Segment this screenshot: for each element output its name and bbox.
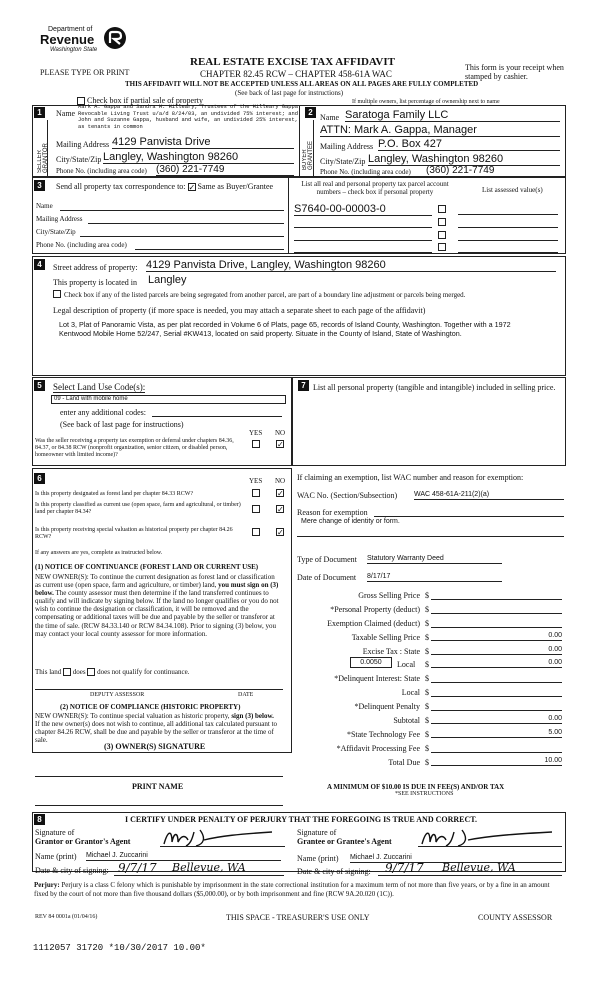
historic-text: [35, 712, 280, 744]
personal-deduct-label: *Personal Property (deduct): [330, 605, 420, 614]
delinquent-local-dollar: $: [425, 688, 429, 697]
account-2-personal-checkbox[interactable]: [438, 218, 446, 226]
deputy-date-label: DATE: [238, 692, 254, 698]
total-due-label: Total Due: [388, 758, 420, 767]
section-5-number: 5: [34, 380, 45, 391]
delinquent-penalty-dollar: $: [425, 702, 429, 711]
forest-question: Is this property designated as forest land per chapter 84.33 RCW?: [35, 491, 194, 497]
partial-sale-label: Check box if partial sale of property: [87, 96, 203, 105]
land-does-label: does: [72, 668, 86, 676]
logo-line1: Department of: [48, 26, 93, 33]
exemption-yes-checkbox[interactable]: [252, 440, 260, 448]
delinquent-interest-label: *Delinquent Interest: State: [334, 674, 420, 683]
county-assessor: COUNTY ASSESSOR: [478, 913, 553, 922]
account-1-personal-checkbox[interactable]: [438, 205, 446, 213]
taxable-value: 0.00: [431, 632, 562, 641]
rev-number: REV 84 0001a (01/04/16): [35, 914, 98, 920]
gross-dollar: $: [425, 591, 429, 600]
section-6-number: 6: [34, 473, 45, 484]
exemption-claimed-dollar: $: [425, 619, 429, 628]
s6-yes-header: YES: [249, 477, 263, 485]
grantee-signature: [418, 826, 558, 848]
treasurer-space: THIS SPACE - TREASURER'S USE ONLY: [226, 913, 370, 922]
section-4-number: 4: [34, 259, 45, 270]
buyer-name-value: Saratoga Family LLC: [345, 109, 560, 122]
subtotal-dollar: $: [425, 716, 429, 725]
land-use-select[interactable]: [51, 395, 286, 404]
logo: [40, 26, 130, 62]
send-correspondence-label: Send all property tax correspondence to:: [56, 182, 186, 191]
doc-type-label: Type of Document: [297, 555, 357, 564]
total-due-value: 10.00: [431, 757, 562, 766]
send-correspondence: [56, 182, 273, 191]
land-use-label: Select Land Use Code(s):: [53, 382, 146, 392]
continuance-title: (1) NOTICE OF CONTINUANCE (FOREST LAND OR CURRENT USE): [35, 563, 259, 571]
assessed-header: List assessed value(s): [482, 186, 543, 194]
minimum-fee-note: A MINIMUM OF $10.00 IS DUE IN FEE(S) AND/OR TAX: [327, 783, 505, 791]
land-qualify-row: [35, 668, 189, 676]
seller-mailing-label: Mailing Address: [56, 140, 110, 149]
historic-text-a: NEW OWNER(S): To continue special valuation as historic property,: [35, 712, 230, 720]
header-see-back: (See back of last page for instructions): [235, 89, 344, 97]
seller-name-value: Mark A. Gappa and Sandra H. Hilleary, Trustees of the Hilleary Gappa Revocable Living Trust u/a/d 8/24/03, an undivided 75% interest; and John and Suzanne Gappa, husband and wife, an undivided 25% interest, as tenants in common: [78, 104, 298, 130]
taxable-label: Taxable Selling Price: [351, 633, 420, 642]
section-7-number: 7: [298, 380, 309, 391]
seller-name-label: Name: [56, 109, 76, 118]
forest-yes-checkbox[interactable]: [252, 489, 260, 497]
continuance-text-a: NEW OWNER(S): To continue the current designation as forest land or classification as current use (open space, farm and agriculture, or timber) land,: [35, 573, 275, 590]
local-rate-value: 0.0050: [360, 659, 382, 666]
seller-grantor-label: SELLER GRANTOR: [37, 143, 49, 173]
seller-phone-label: Phone No. (including area code): [56, 167, 147, 175]
wac-value: WAC 458-61A-211(2)(a): [414, 491, 564, 500]
deputy-assessor-label: DEPUTY ASSESSOR: [90, 692, 145, 698]
corr-mailing-label: Mailing Address: [36, 215, 83, 223]
grantor-name-label: Name (print): [35, 852, 77, 861]
current-use-no-checkbox[interactable]: ✓: [277, 505, 284, 514]
local-rate-field[interactable]: [350, 657, 392, 668]
s5-no-header: NO: [275, 429, 286, 437]
street-value: 4129 Panvista Drive, Langley, Washington 98260: [146, 259, 556, 272]
excise-state-value: 0.00: [431, 646, 562, 655]
section-2-number: 2: [305, 107, 316, 118]
grantee-sig-label-a: Signature of: [297, 828, 337, 837]
delinquent-interest-dollar: $: [425, 674, 429, 683]
grantee-name-label: Name (print): [297, 854, 339, 863]
type-or-print: PLEASE TYPE OR PRINT: [40, 68, 130, 77]
same-as-buyer-label: Same as Buyer/Grantee: [197, 182, 274, 191]
personal-property-label: List all personal property (tangible and intangible) included in selling price.: [313, 383, 556, 392]
tech-fee-label: *State Technology Fee: [346, 730, 420, 739]
buyer-name-label: Name: [320, 113, 340, 122]
taxable-dollar: $: [425, 633, 429, 642]
s5-yes-header: YES: [249, 429, 263, 437]
account-3-personal-checkbox[interactable]: [438, 231, 446, 239]
located-value: Langley: [148, 274, 187, 286]
perjury-notice: [34, 881, 564, 899]
historic-yes-checkbox[interactable]: [252, 528, 260, 536]
legal-label: Legal description of property (if more space is needed, you may attach a separate sheet to each page of the affidavit): [53, 306, 426, 315]
wac-label: WAC No. (Section/Subsection): [297, 491, 398, 500]
delinquent-local-label: Local: [401, 688, 420, 697]
continuance-text-c: The county assessor must then determine if the land transferred continues to qualify and will indicate by signing below. If the land no longer qualifies or you do not wish to continue the designation or classification, it will be removed and the compensating or additional taxes will be due and payable by the seller or transferor at the time of sale. (RCW 84.33.140 or RCW 84.34.108). Prior to signing (3) below, you may contact your local county assessor for more information.: [35, 589, 279, 638]
buyer-attn-value: ATTN: Mark A. Gappa, Manager: [320, 124, 560, 137]
exemption-claimed-label: Exemption Claimed (deduct): [327, 619, 420, 628]
located-label: This property is located in: [53, 278, 137, 287]
seller-phone-value: (360) 221-7749: [156, 164, 294, 176]
land-does-not-checkbox[interactable]: [87, 668, 95, 676]
continuance-text-b: you must sign on (3) below.: [35, 581, 279, 598]
segregated-label: Check box if any of the listed parcels are being segregated from another parcel, are part of a boundary line adjustment or parcels being merged.: [64, 291, 466, 299]
perjury-title: Perjury:: [34, 881, 60, 889]
excise-state-label: Excise Tax : State: [362, 647, 420, 656]
continuance-text: [35, 573, 280, 638]
total-due-dollar: $: [425, 758, 429, 767]
this-land-label: This land: [35, 668, 62, 676]
seller-city-label: City/State/Zip: [56, 155, 102, 164]
doc-type-value: Statutory Warranty Deed: [367, 555, 502, 564]
same-as-buyer-checkbox[interactable]: ✓: [188, 183, 196, 193]
grantor-date-city-label: Date & city of signing:: [35, 866, 109, 875]
grantor-signature: [160, 826, 280, 848]
see-instructions-note: *SEE INSTRUCTIONS: [395, 791, 454, 797]
section-3-number: 3: [34, 180, 45, 191]
if-yes-note: If any answers are yes, complete as instructed below.: [35, 550, 163, 556]
tech-fee-value: 5.00: [431, 729, 562, 738]
exemption-no-checkbox[interactable]: ✓: [277, 440, 284, 449]
additional-codes-label: enter any additional codes:: [60, 408, 146, 417]
section-1-number: 1: [34, 107, 45, 118]
affidavit-fee-dollar: $: [425, 744, 429, 753]
buyer-phone-value: (360) 221-7749: [426, 165, 560, 177]
section-8-number: 8: [34, 814, 45, 825]
subtotal-value: 0.00: [431, 715, 562, 724]
reason-value: Mere change of identity or form.: [301, 518, 400, 525]
account-number-1: S7640-00-00003-0: [294, 203, 432, 216]
land-use-see-back: (See back of last page for instructions): [60, 420, 184, 429]
grantee-name-value: Michael J. Zuccarini: [350, 854, 562, 863]
logo-mark-icon: [103, 26, 127, 50]
tech-fee-dollar: $: [425, 730, 429, 739]
historic-no-checkbox[interactable]: ✓: [277, 528, 284, 537]
land-use-select-value: 09 - Land with mobile home: [54, 396, 128, 402]
buyer-mailing-label: Mailing Address: [320, 142, 374, 151]
buyer-phone-label: Phone No. (including area code): [320, 168, 411, 176]
owner-signature-title: (3) OWNER(S) SIGNATURE: [104, 742, 206, 751]
form-chapter: CHAPTER 82.45 RCW – CHAPTER 458-61A WAC: [200, 69, 392, 79]
gross-label: Gross Selling Price: [358, 591, 420, 600]
historic-title: (2) NOTICE OF COMPLIANCE (HISTORIC PROPERTY): [60, 703, 241, 711]
local-value: 0.00: [431, 659, 562, 668]
perjury-text: Perjury is a class C felony which is punishable by imprisonment in the state correctional institution for a maximum term of not more than five years, or by a fine in an amount fixed by the court of not more than five thousand dollars ($5,000.00), or by both imprisonment and fine (RCW 9A.20.020 (1C)).: [34, 881, 550, 898]
reason-label: Reason for exemption: [297, 508, 368, 517]
grantee-sig-label-b: Grantee or Grantee's Agent: [297, 837, 392, 846]
affidavit-fee-label: *Affidavit Processing Fee: [336, 744, 420, 753]
form-title: REAL ESTATE EXCISE TAX AFFIDAVIT: [190, 56, 395, 68]
account-4-personal-checkbox[interactable]: [438, 243, 446, 251]
s6-no-header: NO: [275, 477, 286, 485]
current-use-yes-checkbox[interactable]: [252, 505, 260, 513]
grantor-sig-label-b: Grantor or Grantor's Agent: [35, 837, 131, 846]
logo-line3: Washington State: [50, 47, 98, 53]
accounts-header: List all real and personal property tax parcel account numbers – check box if personal property: [301, 180, 449, 196]
grantee-date-city-label: Date & city of signing:: [297, 867, 371, 876]
corr-city-label: City/State/Zip: [36, 228, 76, 236]
grantor-date-value: 9/7/17: [118, 861, 157, 875]
buyer-mailing-value: P.O. Box 427: [378, 138, 560, 151]
form-warning: THIS AFFIDAVIT WILL NOT BE ACCEPTED UNLESS ALL AREAS ON ALL PAGES ARE FULLY COMPLETED: [125, 80, 479, 88]
grantor-city-value: Bellevue, WA: [172, 861, 246, 874]
seller-mailing-value: 4129 Panvista Drive: [112, 136, 294, 149]
historic-text-b: sign (3) below.: [231, 712, 274, 720]
certify-statement: I CERTIFY UNDER PENALTY OF PERJURY THAT THE FOREGOING IS TRUE AND CORRECT.: [125, 815, 478, 824]
grantor-sig-label-a: Signature of: [35, 828, 75, 837]
personal-deduct-dollar: $: [425, 605, 429, 614]
legal-value: Lot 3, Plat of Panoramic Vista, as per plat recorded in Volume 6 of Plats, page 65, records of Island County, Washington. Together with a 1972 Kentwood Mobile Home 52/247, Serial #KW413, located on said property. Situate in the County of Island, State of Washington.: [59, 320, 511, 338]
buyer-city-value: Langley, Washington 98260: [368, 153, 560, 166]
land-does-checkbox[interactable]: [63, 668, 71, 676]
grantee-date-value: 9/7/17: [385, 861, 424, 875]
logo-line2: Revenue: [40, 32, 95, 47]
forest-no-checkbox[interactable]: ✓: [277, 489, 284, 498]
current-use-question: Is this property classified as current use (open space, farm and agricultural, or timber) land per chapter 84.34?: [35, 502, 241, 515]
exemption-question: Was the seller receiving a property tax exemption or deferral under chapters 84.36, 84.37, or 84.38 RCW (nonprofit organization, senior citizen, or disabled person, homeowner with limited income)?: [35, 438, 234, 458]
recording-stamp: 1112057 31720 *10/30/2017 10.00*: [33, 943, 206, 953]
receipt-note: This form is your receipt when stamped by cashier.: [465, 63, 564, 81]
historic-text-c: If the new owner(s) does not wish to continue, all additional tax calculated pursuant to chapter 84.26 RCW, shall be due and payable by the seller or transferor at the time of sale.: [35, 720, 278, 745]
multiple-owners-note: If multiple owners, list percentage of ownership next to name: [352, 99, 500, 105]
doc-date-label: Date of Document: [297, 573, 357, 582]
grantor-name-value: Michael J. Zuccarini: [86, 852, 281, 861]
local-label: Local: [397, 660, 416, 669]
local-dollar: $: [425, 660, 429, 669]
seller-city-value: Langley, Washington 98260: [103, 151, 294, 164]
grantee-city-value: Bellevue, WA: [442, 861, 516, 874]
subtotal-label: Subtotal: [393, 716, 420, 725]
historic-question: Is this property receiving special valuation as historical property per chapter 84.26 RCW?: [35, 527, 233, 540]
corr-phone-label: Phone No. (including area code): [36, 241, 127, 249]
land-does-not-label: does not qualify for continuance.: [97, 668, 190, 676]
corr-name-label: Name: [36, 202, 53, 210]
claim-exemption-label: If claiming an exemption, list WAC number and reason for exemption:: [297, 473, 524, 482]
buyer-city-label: City/State/Zip: [320, 157, 366, 166]
section-4-box: [32, 256, 566, 376]
doc-date-value: 8/17/17: [367, 573, 502, 582]
print-name-label: PRINT NAME: [132, 782, 184, 791]
street-label: Street address of property:: [53, 263, 138, 272]
segregated-checkbox[interactable]: [53, 290, 61, 298]
buyer-grantee-label: BUYER GRANTEE: [302, 140, 314, 170]
excise-state-dollar: $: [425, 647, 429, 656]
delinquent-penalty-label: *Delinquent Penalty: [354, 702, 420, 711]
